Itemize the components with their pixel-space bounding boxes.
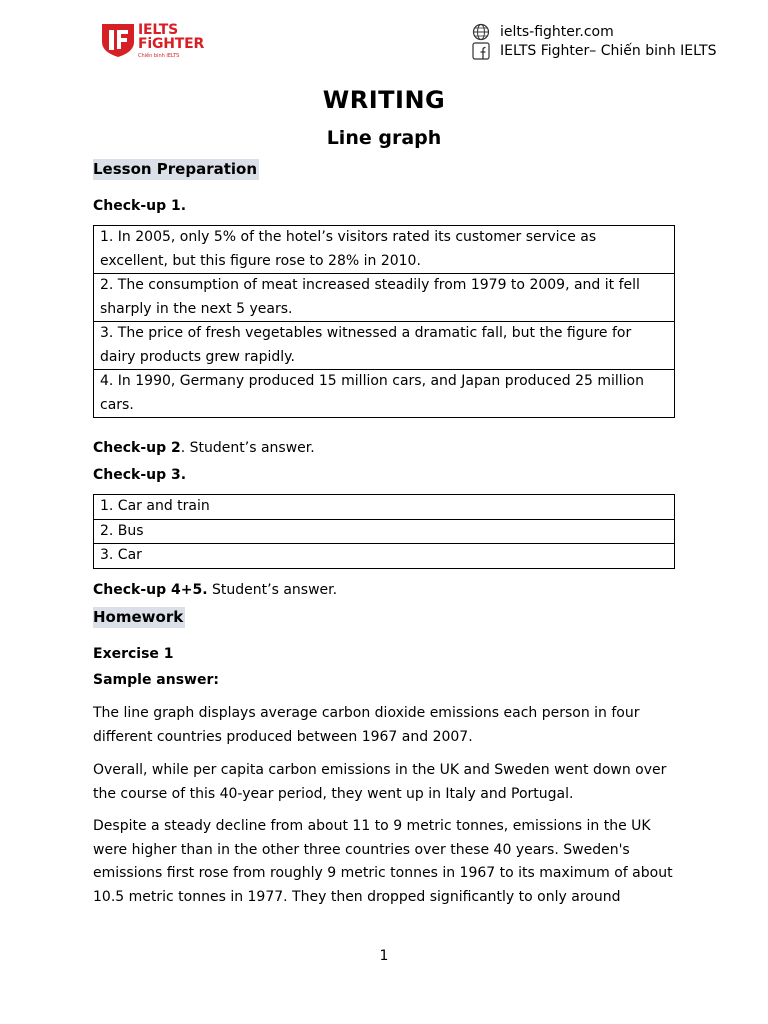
logo-tagline: Chiến binh IELTS xyxy=(138,53,180,59)
facebook-row xyxy=(470,41,716,60)
table-row xyxy=(94,274,675,322)
website-row xyxy=(470,22,716,41)
exercise-1-label: Exercise 1 xyxy=(93,646,174,662)
table-row xyxy=(94,322,675,370)
checkup-1-label: Check-up 1. xyxy=(93,198,187,214)
checkup-2-label: Check-up 2 xyxy=(93,440,181,456)
table-cell: 3. Car xyxy=(94,544,675,569)
answer-paragraph-3: Despite a steady decline from about 11 to 9 metric tonnes, emissions in the UK were higher than in the other three countries over these 40 years. Sweden's emissions first rose from roughly 9 metric tonnes in 1967 to its maximum of about 10.5 metric tonnes in 1977. They then dropped significantly to only around xyxy=(93,818,673,905)
shield-logo-icon xyxy=(100,22,136,58)
table-cell: 1. In 2005, only 5% of the hotel’s visitors rated its customer service as excellent, but this figure rose to 28% in 2010. xyxy=(94,226,675,274)
checkup-45-label: Check-up 4+5. xyxy=(93,582,208,598)
table-cell: 4. In 1990, Germany produced 15 million cars, and Japan produced 25 million cars. xyxy=(94,370,675,418)
checkup-45-text: Student’s answer. xyxy=(207,582,338,598)
website-link[interactable]: ielts-fighter.com xyxy=(500,23,614,40)
page-title: WRITING xyxy=(322,86,446,114)
checkup-1-table xyxy=(93,225,675,418)
checkup-3-label: Check-up 3. xyxy=(93,467,187,483)
page-number: 1 xyxy=(379,948,389,964)
logo-line-1: IELTS xyxy=(138,22,179,38)
facebook-icon xyxy=(470,42,492,60)
checkup-2-text: . Student’s answer. xyxy=(180,440,315,456)
table-row xyxy=(94,226,675,274)
table-row xyxy=(94,495,675,520)
table-cell: 3. The price of fresh vegetables witnessed a dramatic fall, but the figure for dairy products grew rapidly. xyxy=(94,322,675,370)
checkup-2-line xyxy=(93,440,315,456)
checkup-45-line xyxy=(93,582,337,598)
table-row xyxy=(94,544,675,569)
answer-paragraph-2: Overall, while per capita carbon emissions in the UK and Sweden went down over the course of this 40-year period, they went up in Italy and Portugal. xyxy=(93,762,667,802)
contact-info xyxy=(470,22,716,60)
logo-line-2: FiGHTER xyxy=(138,36,205,52)
ielts-fighter-logo xyxy=(100,22,220,62)
table-row xyxy=(94,519,675,544)
globe-icon xyxy=(470,23,492,41)
homework-heading: Homework xyxy=(93,608,184,626)
sample-answer-label: Sample answer: xyxy=(93,672,219,688)
table-cell: 1. Car and train xyxy=(94,495,675,520)
answer-paragraph-1: The line graph displays average carbon dioxide emissions each person in four different countries produced between 1967 and 2007. xyxy=(93,705,640,745)
lesson-preparation-heading: Lesson Preparation xyxy=(93,160,258,178)
page-subtitle: Line graph xyxy=(326,127,442,149)
table-cell: 2. Bus xyxy=(94,519,675,544)
table-cell: 2. The consumption of meat increased steadily from 1979 to 2009, and it fell sharply in the next 5 years. xyxy=(94,274,675,322)
checkup-3-table xyxy=(93,494,675,569)
table-row xyxy=(94,370,675,418)
facebook-link[interactable]: IELTS Fighter– Chiến binh IELTS xyxy=(500,42,717,59)
